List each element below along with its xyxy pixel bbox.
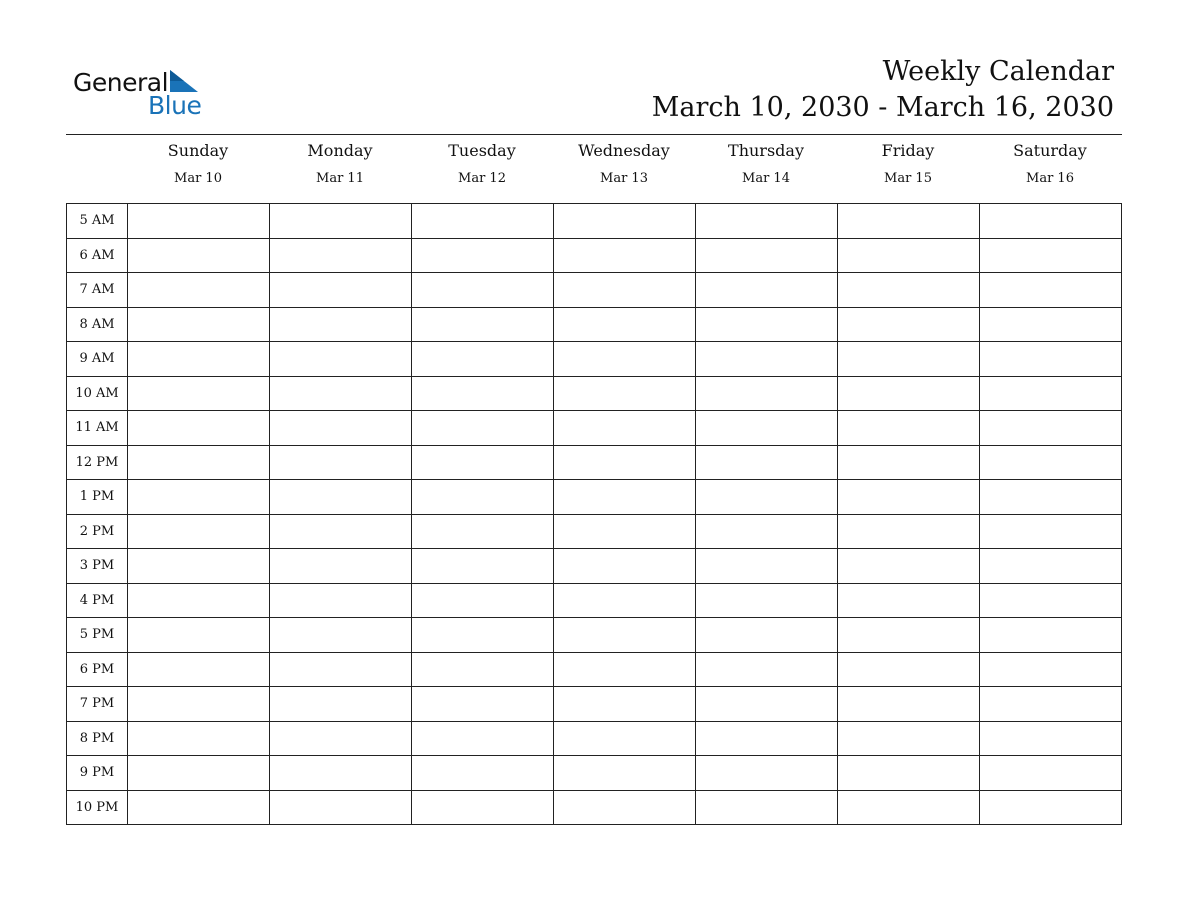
time-row	[67, 273, 1122, 308]
time-slot-sunday[interactable]	[128, 583, 270, 618]
time-slot-tuesday[interactable]	[412, 273, 554, 308]
time-slot-monday[interactable]	[270, 307, 412, 342]
day-header-monday	[269, 140, 411, 188]
time-slot-wednesday[interactable]	[554, 618, 696, 653]
day-name: Monday	[307, 141, 373, 160]
time-slot-tuesday[interactable]	[412, 238, 554, 273]
time-label: 8 PM	[67, 721, 128, 756]
day-date: Mar 14	[742, 171, 790, 186]
time-slot-wednesday[interactable]	[554, 307, 696, 342]
time-row	[67, 549, 1122, 584]
time-slot-saturday[interactable]	[980, 549, 1122, 584]
time-slot-wednesday[interactable]	[554, 342, 696, 377]
time-label: 5 AM	[67, 204, 128, 239]
time-slot-friday[interactable]	[838, 721, 980, 756]
day-date: Mar 15	[884, 171, 932, 186]
day-date: Mar 13	[600, 171, 648, 186]
time-slot-wednesday[interactable]	[554, 514, 696, 549]
time-slot-friday[interactable]	[838, 376, 980, 411]
day-header-sunday	[127, 140, 269, 188]
time-label: 4 PM	[67, 583, 128, 618]
time-slot-monday[interactable]	[270, 687, 412, 722]
time-label: 7 AM	[67, 273, 128, 308]
time-label: 1 PM	[67, 480, 128, 515]
time-slot-friday[interactable]	[838, 411, 980, 446]
day-date: Mar 16	[1026, 171, 1074, 186]
time-slot-sunday[interactable]	[128, 687, 270, 722]
time-slot-wednesday[interactable]	[554, 721, 696, 756]
time-slot-tuesday[interactable]	[412, 652, 554, 687]
time-slot-saturday[interactable]	[980, 618, 1122, 653]
time-slot-monday[interactable]	[270, 376, 412, 411]
time-slot-monday[interactable]	[270, 756, 412, 791]
time-row	[67, 480, 1122, 515]
time-slot-wednesday[interactable]	[554, 204, 696, 239]
day-date: Mar 12	[458, 171, 506, 186]
time-row	[67, 687, 1122, 722]
time-label: 11 AM	[67, 411, 128, 446]
time-slot-saturday[interactable]	[980, 514, 1122, 549]
time-label: 3 PM	[67, 549, 128, 584]
time-slot-thursday[interactable]	[696, 756, 838, 791]
time-row	[67, 411, 1122, 446]
time-slot-monday[interactable]	[270, 273, 412, 308]
time-slot-tuesday[interactable]	[412, 480, 554, 515]
time-slot-thursday[interactable]	[696, 549, 838, 584]
logo-word-blue: Blue	[148, 91, 202, 120]
day-header-tuesday	[411, 140, 553, 188]
time-slot-thursday[interactable]	[696, 204, 838, 239]
day-date: Mar 11	[316, 171, 364, 186]
time-label: 10 AM	[67, 376, 128, 411]
time-slot-friday[interactable]	[838, 514, 980, 549]
time-row	[67, 756, 1122, 791]
time-slot-tuesday[interactable]	[412, 790, 554, 825]
time-slot-tuesday[interactable]	[412, 549, 554, 584]
time-slot-sunday[interactable]	[128, 618, 270, 653]
time-slot-sunday[interactable]	[128, 790, 270, 825]
time-slot-monday[interactable]	[270, 238, 412, 273]
time-slot-monday[interactable]	[270, 652, 412, 687]
time-slot-sunday[interactable]	[128, 652, 270, 687]
time-slot-monday[interactable]	[270, 618, 412, 653]
time-slot-sunday[interactable]	[128, 514, 270, 549]
header-divider	[66, 134, 1122, 135]
time-row	[67, 790, 1122, 825]
day-name: Saturday	[1013, 141, 1087, 160]
time-slot-wednesday[interactable]	[554, 411, 696, 446]
time-slot-thursday[interactable]	[696, 687, 838, 722]
time-slot-tuesday[interactable]	[412, 445, 554, 480]
time-slot-thursday[interactable]	[696, 342, 838, 377]
time-slot-sunday[interactable]	[128, 342, 270, 377]
time-slot-friday[interactable]	[838, 652, 980, 687]
time-slot-friday[interactable]	[838, 790, 980, 825]
time-slot-monday[interactable]	[270, 411, 412, 446]
time-slot-saturday[interactable]	[980, 342, 1122, 377]
time-slot-saturday[interactable]	[980, 307, 1122, 342]
time-slot-wednesday[interactable]	[554, 756, 696, 791]
time-slot-thursday[interactable]	[696, 238, 838, 273]
time-label: 8 AM	[67, 307, 128, 342]
time-slot-sunday[interactable]	[128, 721, 270, 756]
time-slot-sunday[interactable]	[128, 445, 270, 480]
date-range: March 10, 2030 - March 16, 2030	[651, 92, 1114, 123]
time-row	[67, 618, 1122, 653]
time-slot-monday[interactable]	[270, 549, 412, 584]
time-slot-thursday[interactable]	[696, 273, 838, 308]
time-slot-thursday[interactable]	[696, 652, 838, 687]
time-slot-friday[interactable]	[838, 445, 980, 480]
time-slot-sunday[interactable]	[128, 549, 270, 584]
time-slot-wednesday[interactable]	[554, 652, 696, 687]
time-slot-wednesday[interactable]	[554, 583, 696, 618]
time-slot-saturday[interactable]	[980, 687, 1122, 722]
logo-word-general: General	[73, 68, 169, 97]
day-header-wednesday	[553, 140, 695, 188]
time-slot-saturday[interactable]	[980, 756, 1122, 791]
time-label: 5 PM	[67, 618, 128, 653]
time-slot-friday[interactable]	[838, 756, 980, 791]
time-slot-saturday[interactable]	[980, 445, 1122, 480]
time-row	[67, 583, 1122, 618]
time-slot-monday[interactable]	[270, 514, 412, 549]
time-slot-monday[interactable]	[270, 583, 412, 618]
time-slot-sunday[interactable]	[128, 376, 270, 411]
time-slot-saturday[interactable]	[980, 790, 1122, 825]
time-slot-thursday[interactable]	[696, 376, 838, 411]
time-slot-tuesday[interactable]	[412, 376, 554, 411]
time-label: 6 PM	[67, 652, 128, 687]
time-label: 10 PM	[67, 790, 128, 825]
time-slot-friday[interactable]	[838, 238, 980, 273]
day-name: Tuesday	[448, 141, 516, 160]
time-slot-wednesday[interactable]	[554, 687, 696, 722]
time-slot-saturday[interactable]	[980, 204, 1122, 239]
time-row	[67, 652, 1122, 687]
time-row	[67, 342, 1122, 377]
time-slot-saturday[interactable]	[980, 238, 1122, 273]
time-slot-friday[interactable]	[838, 618, 980, 653]
time-slot-tuesday[interactable]	[412, 307, 554, 342]
time-label: 9 AM	[67, 342, 128, 377]
time-slot-sunday[interactable]	[128, 273, 270, 308]
time-slot-thursday[interactable]	[696, 618, 838, 653]
page-title: Weekly Calendar	[882, 56, 1114, 87]
day-name: Wednesday	[578, 141, 670, 160]
time-slot-wednesday[interactable]	[554, 273, 696, 308]
time-slot-thursday[interactable]	[696, 411, 838, 446]
time-slot-wednesday[interactable]	[554, 445, 696, 480]
time-slot-tuesday[interactable]	[412, 342, 554, 377]
day-name: Friday	[881, 141, 935, 160]
generalblue-logo	[73, 66, 213, 122]
time-row	[67, 376, 1122, 411]
time-slot-friday[interactable]	[838, 204, 980, 239]
time-slot-tuesday[interactable]	[412, 687, 554, 722]
time-slot-tuesday[interactable]	[412, 618, 554, 653]
day-header-thursday	[695, 140, 837, 188]
time-slot-tuesday[interactable]	[412, 583, 554, 618]
time-slot-monday[interactable]	[270, 480, 412, 515]
time-slot-monday[interactable]	[270, 342, 412, 377]
time-slot-saturday[interactable]	[980, 721, 1122, 756]
time-slot-monday[interactable]	[270, 204, 412, 239]
day-name: Sunday	[167, 141, 229, 160]
time-row	[67, 721, 1122, 756]
time-slot-tuesday[interactable]	[412, 411, 554, 446]
time-slot-wednesday[interactable]	[554, 376, 696, 411]
time-slot-thursday[interactable]	[696, 307, 838, 342]
time-slot-friday[interactable]	[838, 583, 980, 618]
time-slot-friday[interactable]	[838, 307, 980, 342]
time-slot-monday[interactable]	[270, 790, 412, 825]
time-row	[67, 445, 1122, 480]
time-label: 6 AM	[67, 238, 128, 273]
time-slot-thursday[interactable]	[696, 480, 838, 515]
time-slot-thursday[interactable]	[696, 721, 838, 756]
time-label: 9 PM	[67, 756, 128, 791]
time-label: 12 PM	[67, 445, 128, 480]
day-header-saturday	[979, 140, 1121, 188]
time-row	[67, 307, 1122, 342]
day-header-friday	[837, 140, 979, 188]
time-slot-friday[interactable]	[838, 273, 980, 308]
time-row	[67, 514, 1122, 549]
time-row	[67, 238, 1122, 273]
time-slot-tuesday[interactable]	[412, 721, 554, 756]
time-slot-saturday[interactable]	[980, 411, 1122, 446]
time-slot-friday[interactable]	[838, 549, 980, 584]
time-slot-tuesday[interactable]	[412, 756, 554, 791]
time-slot-thursday[interactable]	[696, 445, 838, 480]
title-block	[652, 54, 1114, 126]
time-slot-sunday[interactable]	[128, 204, 270, 239]
time-slot-sunday[interactable]	[128, 238, 270, 273]
time-slot-saturday[interactable]	[980, 652, 1122, 687]
time-label: 7 PM	[67, 687, 128, 722]
time-slot-friday[interactable]	[838, 480, 980, 515]
time-slot-sunday[interactable]	[128, 756, 270, 791]
time-slot-tuesday[interactable]	[412, 204, 554, 239]
time-slot-sunday[interactable]	[128, 411, 270, 446]
time-slot-monday[interactable]	[270, 445, 412, 480]
time-slot-saturday[interactable]	[980, 583, 1122, 618]
time-slot-wednesday[interactable]	[554, 480, 696, 515]
time-slot-sunday[interactable]	[128, 480, 270, 515]
time-slot-friday[interactable]	[838, 687, 980, 722]
time-slot-saturday[interactable]	[980, 376, 1122, 411]
time-row	[67, 204, 1122, 239]
calendar-grid	[66, 203, 1122, 825]
time-slot-wednesday[interactable]	[554, 238, 696, 273]
time-slot-thursday[interactable]	[696, 790, 838, 825]
time-slot-saturday[interactable]	[980, 273, 1122, 308]
time-slot-wednesday[interactable]	[554, 790, 696, 825]
time-slot-friday[interactable]	[838, 342, 980, 377]
time-slot-wednesday[interactable]	[554, 549, 696, 584]
time-slot-thursday[interactable]	[696, 514, 838, 549]
time-slot-tuesday[interactable]	[412, 514, 554, 549]
time-label: 2 PM	[67, 514, 128, 549]
time-slot-saturday[interactable]	[980, 480, 1122, 515]
day-date: Mar 10	[174, 171, 222, 186]
time-slot-thursday[interactable]	[696, 583, 838, 618]
time-slot-monday[interactable]	[270, 721, 412, 756]
day-name: Thursday	[728, 141, 804, 160]
time-slot-sunday[interactable]	[128, 307, 270, 342]
